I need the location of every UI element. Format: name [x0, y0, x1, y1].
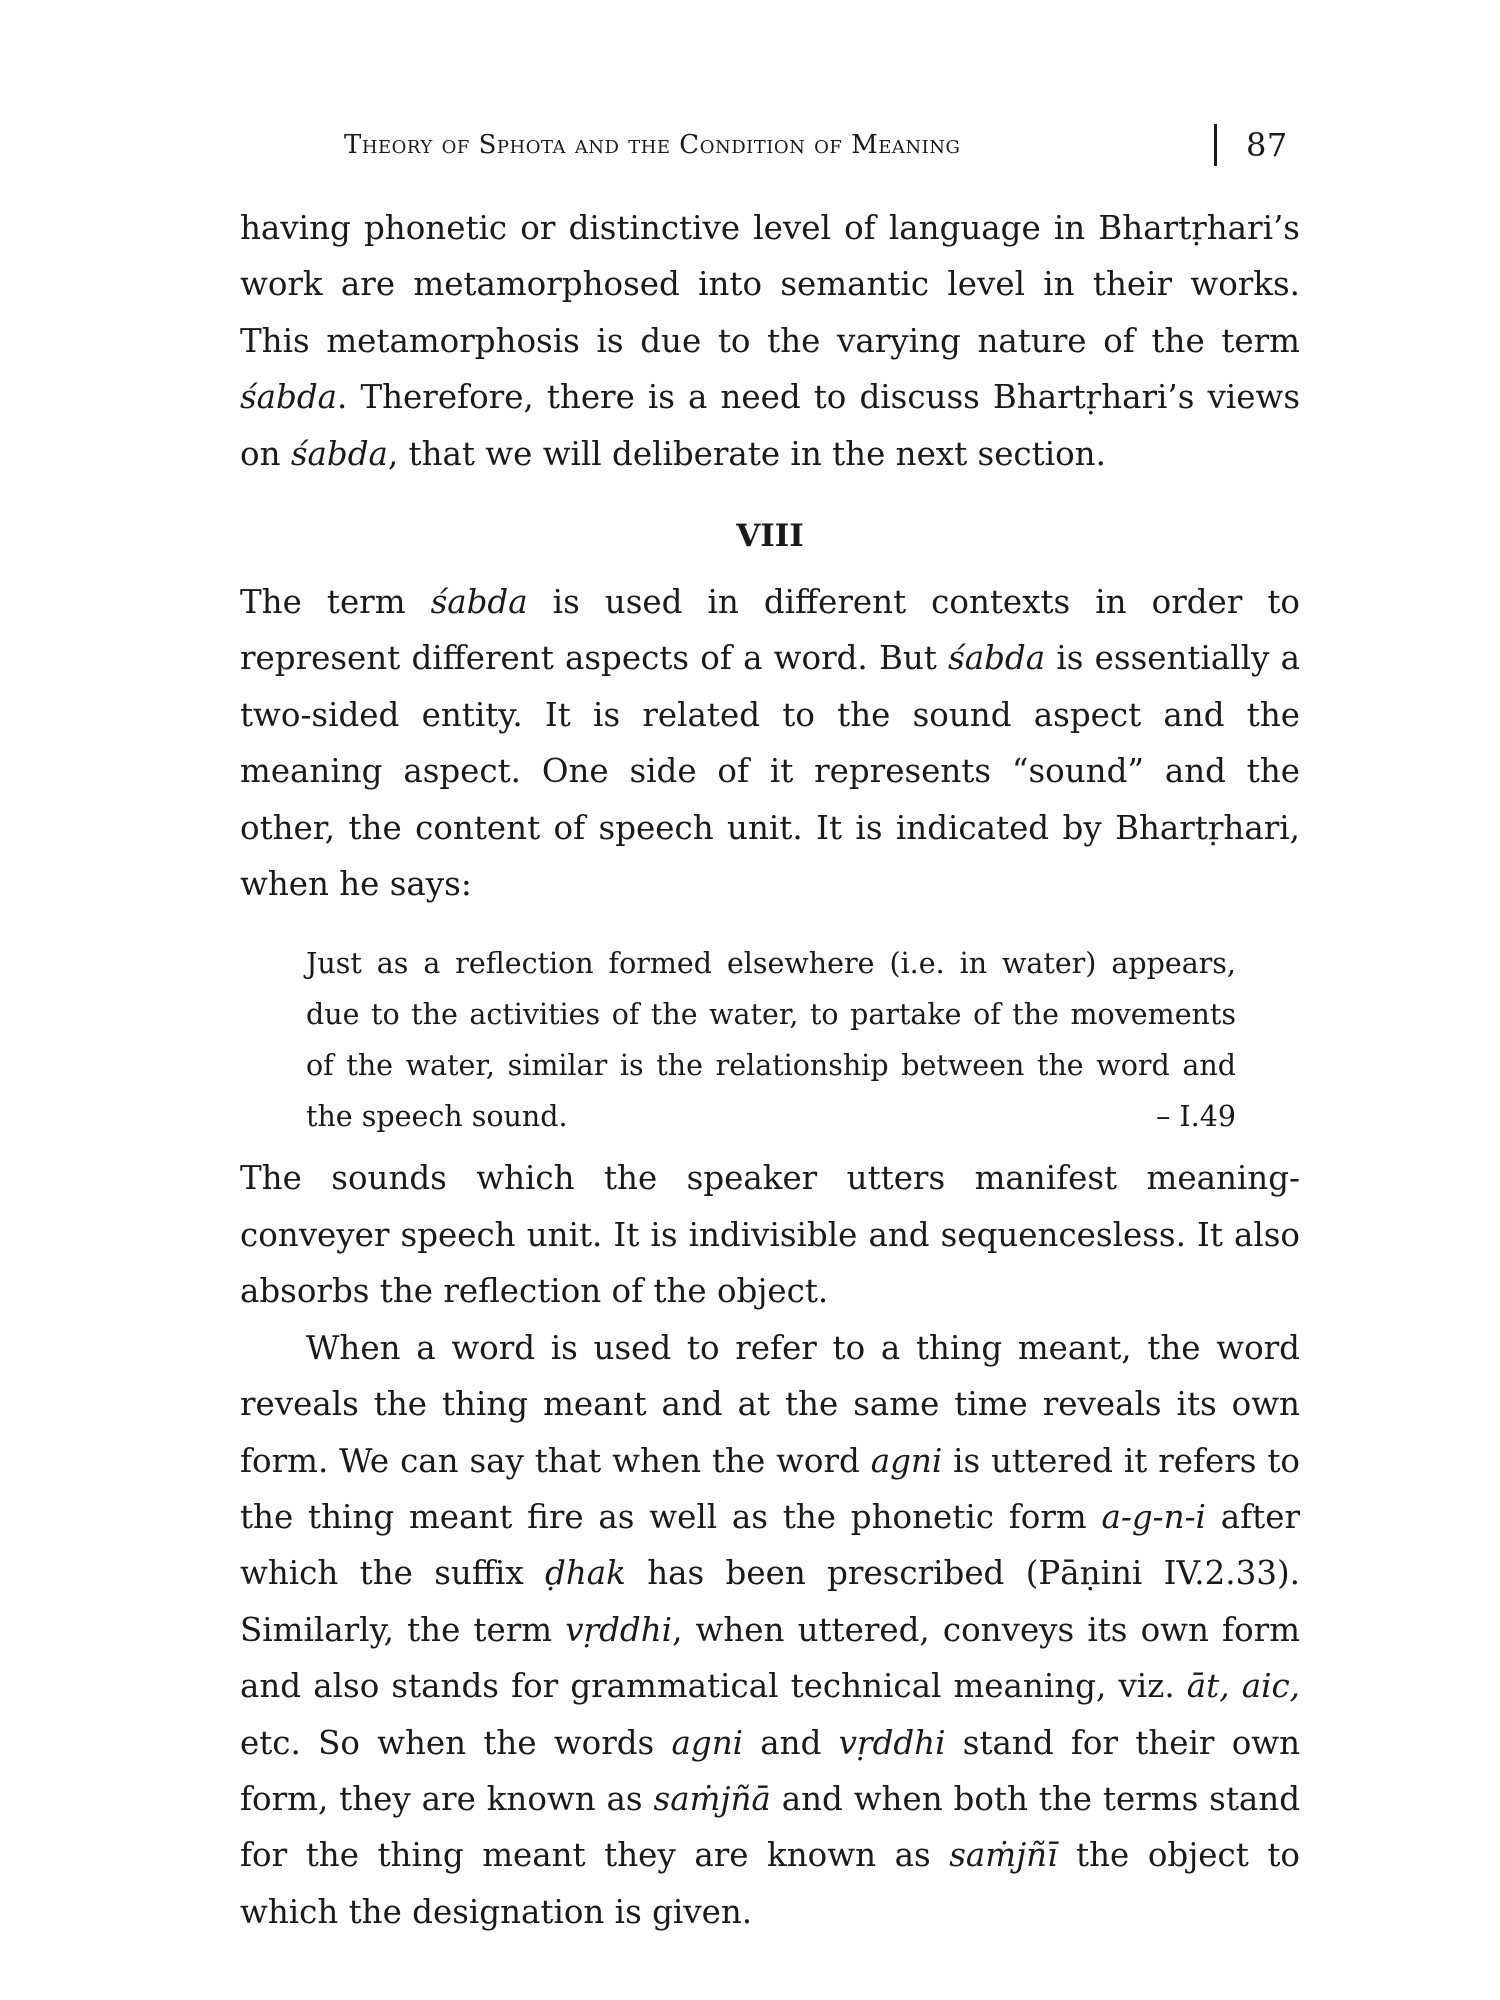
section-heading: VIII [736, 518, 804, 555]
quote-reference: – I.49 [1156, 1100, 1236, 1134]
paragraph-after-quote: The sounds which the speaker utters manifest meaning-conveyer speech unit. It is indivisible and sequencesless. It also absorbs the reflection of the object. [240, 1159, 1300, 1311]
page-number: 87 [1246, 126, 1288, 164]
paragraph-continued: having phonetic or distinctive level of language in Bhartṛhari’s work are metamorphosed into semantic level in their works. This metamorphosis is due to the varying nature of the term śabda. Therefore, there is a need to discuss Bhartṛhari’s views on śabda, that we will deliberate in the next section. [240, 209, 1300, 473]
paragraph-section-intro: The term śabda is used in different contexts in order to represent different aspects of a word. But śabda is essentially a two-sided entity. It is related to the sound aspect and the meaning aspect. One side of it represents “sound” and the other, the content of speech unit. It is indicated by Bhartṛhari, when he says: [240, 583, 1300, 904]
running-title: Theory of Sphota and the Condition of Meaning [344, 130, 961, 160]
quote-text: Just as a reflection formed elsewhere (i.e. in water) appears, due to the activities of the water, to partake of the movements of the water, similar is the relationship between the word and the speech sound. [306, 947, 1236, 1134]
running-header [344, 124, 1294, 174]
header-divider [1214, 124, 1217, 166]
paragraph-indented: When a word is used to refer to a thing meant, the word reveals the thing meant and at the same time reveals its own form. We can say that when the word agni is uttered it refers to the thing meant fire as well as the phonetic form a-g-n-i after which the suffix ḍhak has been prescribed (Pāṇini IV.2.33). Similarly, the term vṛddhi, when uttered, conveys its own form and also stands for grammatical technical meaning, viz. āt, aic, etc. So when the words agni and vṛddhi stand for their own form, they are known as saṁjñā and when both the terms stand for the thing meant they are known as saṁjñī the object to which the designation is given. [240, 1328, 1301, 1931]
block-quote [306, 938, 1236, 1142]
body-text [240, 200, 1300, 1940]
